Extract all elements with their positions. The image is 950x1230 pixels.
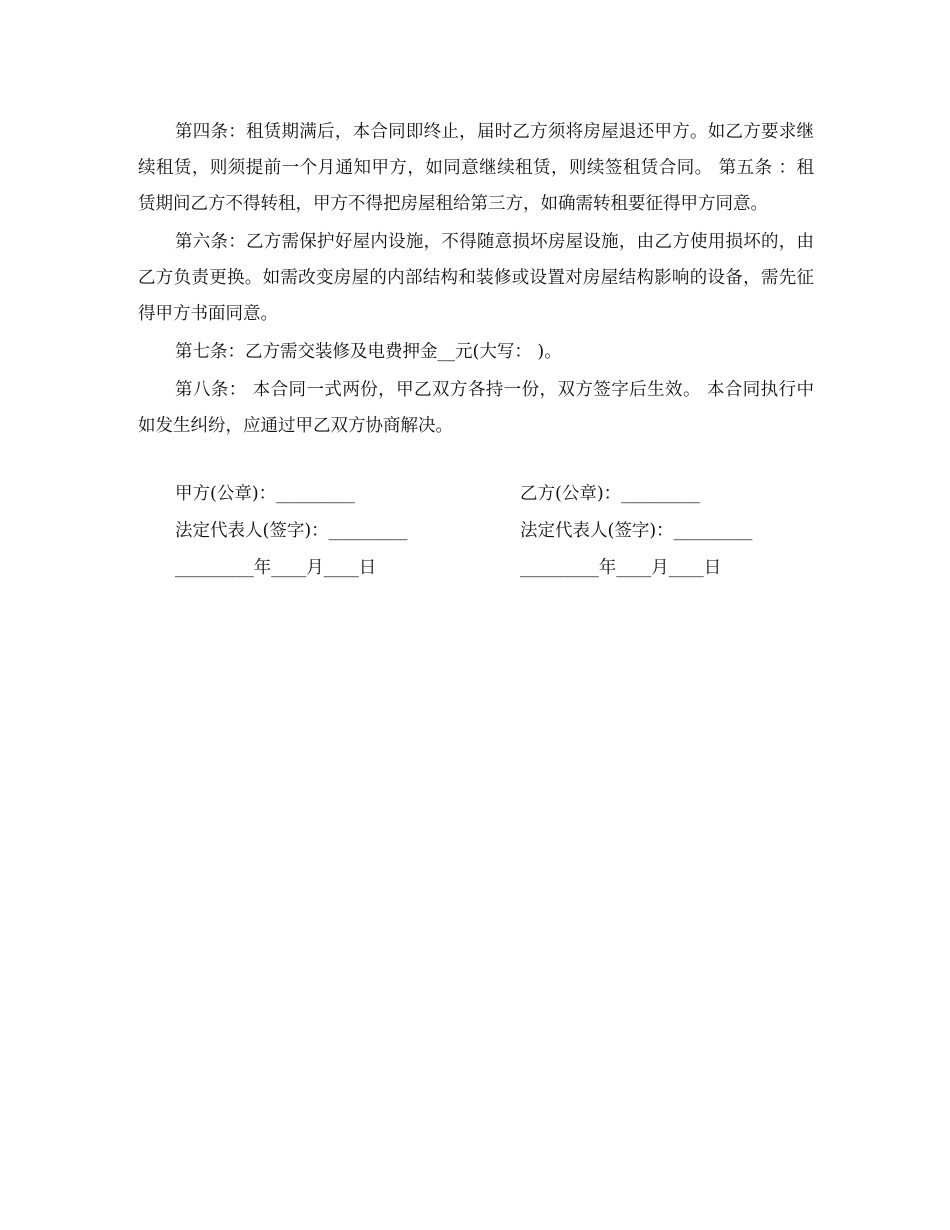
date-row <box>0 550 950 587</box>
party-b-seal: 乙方(公章)：_________ <box>520 484 700 504</box>
party-a-seal: 甲方(公章)：_________ <box>175 484 355 504</box>
contract-clauses <box>138 114 814 446</box>
clause-4-5: 第四条：租赁期满后，本合同即终止，届时乙方须将房屋退还甲方。如乙方要求继续租赁，则须提前一个月通知甲方，如同意继续租赁，则续签租赁合同。 第五条 ：租赁期间乙方不得转租，甲方不得把房屋租给第三方，如确需转租要征得甲方同意。 <box>138 122 814 214</box>
party-a-date: _________年____月____日 <box>175 558 377 578</box>
party-b-date: _________年____月____日 <box>520 558 722 578</box>
clause-6: 第六条：乙方需保护好屋内设施，不得随意损坏房屋设施，由乙方使用损坏的，由乙方负责更换。如需改变房屋的内部结构和装修或设置对房屋结构影响的设备，需先征得甲方书面同意。 <box>138 232 814 324</box>
representative-row <box>0 513 950 550</box>
clause-7: 第七条：乙方需交装修及电费押金__元(大写： )。 <box>175 342 562 362</box>
party-a-representative: 法定代表人(签字)：_________ <box>175 521 408 541</box>
clause-8: 第八条： 本合同一式两份，甲乙双方各持一份，双方签字后生效。 本合同执行中如发生纠纷，应通过甲乙双方协商解决。 <box>138 380 814 436</box>
seal-row <box>0 476 950 513</box>
party-b-representative: 法定代表人(签字)：_________ <box>520 521 753 541</box>
signature-block <box>0 476 950 587</box>
